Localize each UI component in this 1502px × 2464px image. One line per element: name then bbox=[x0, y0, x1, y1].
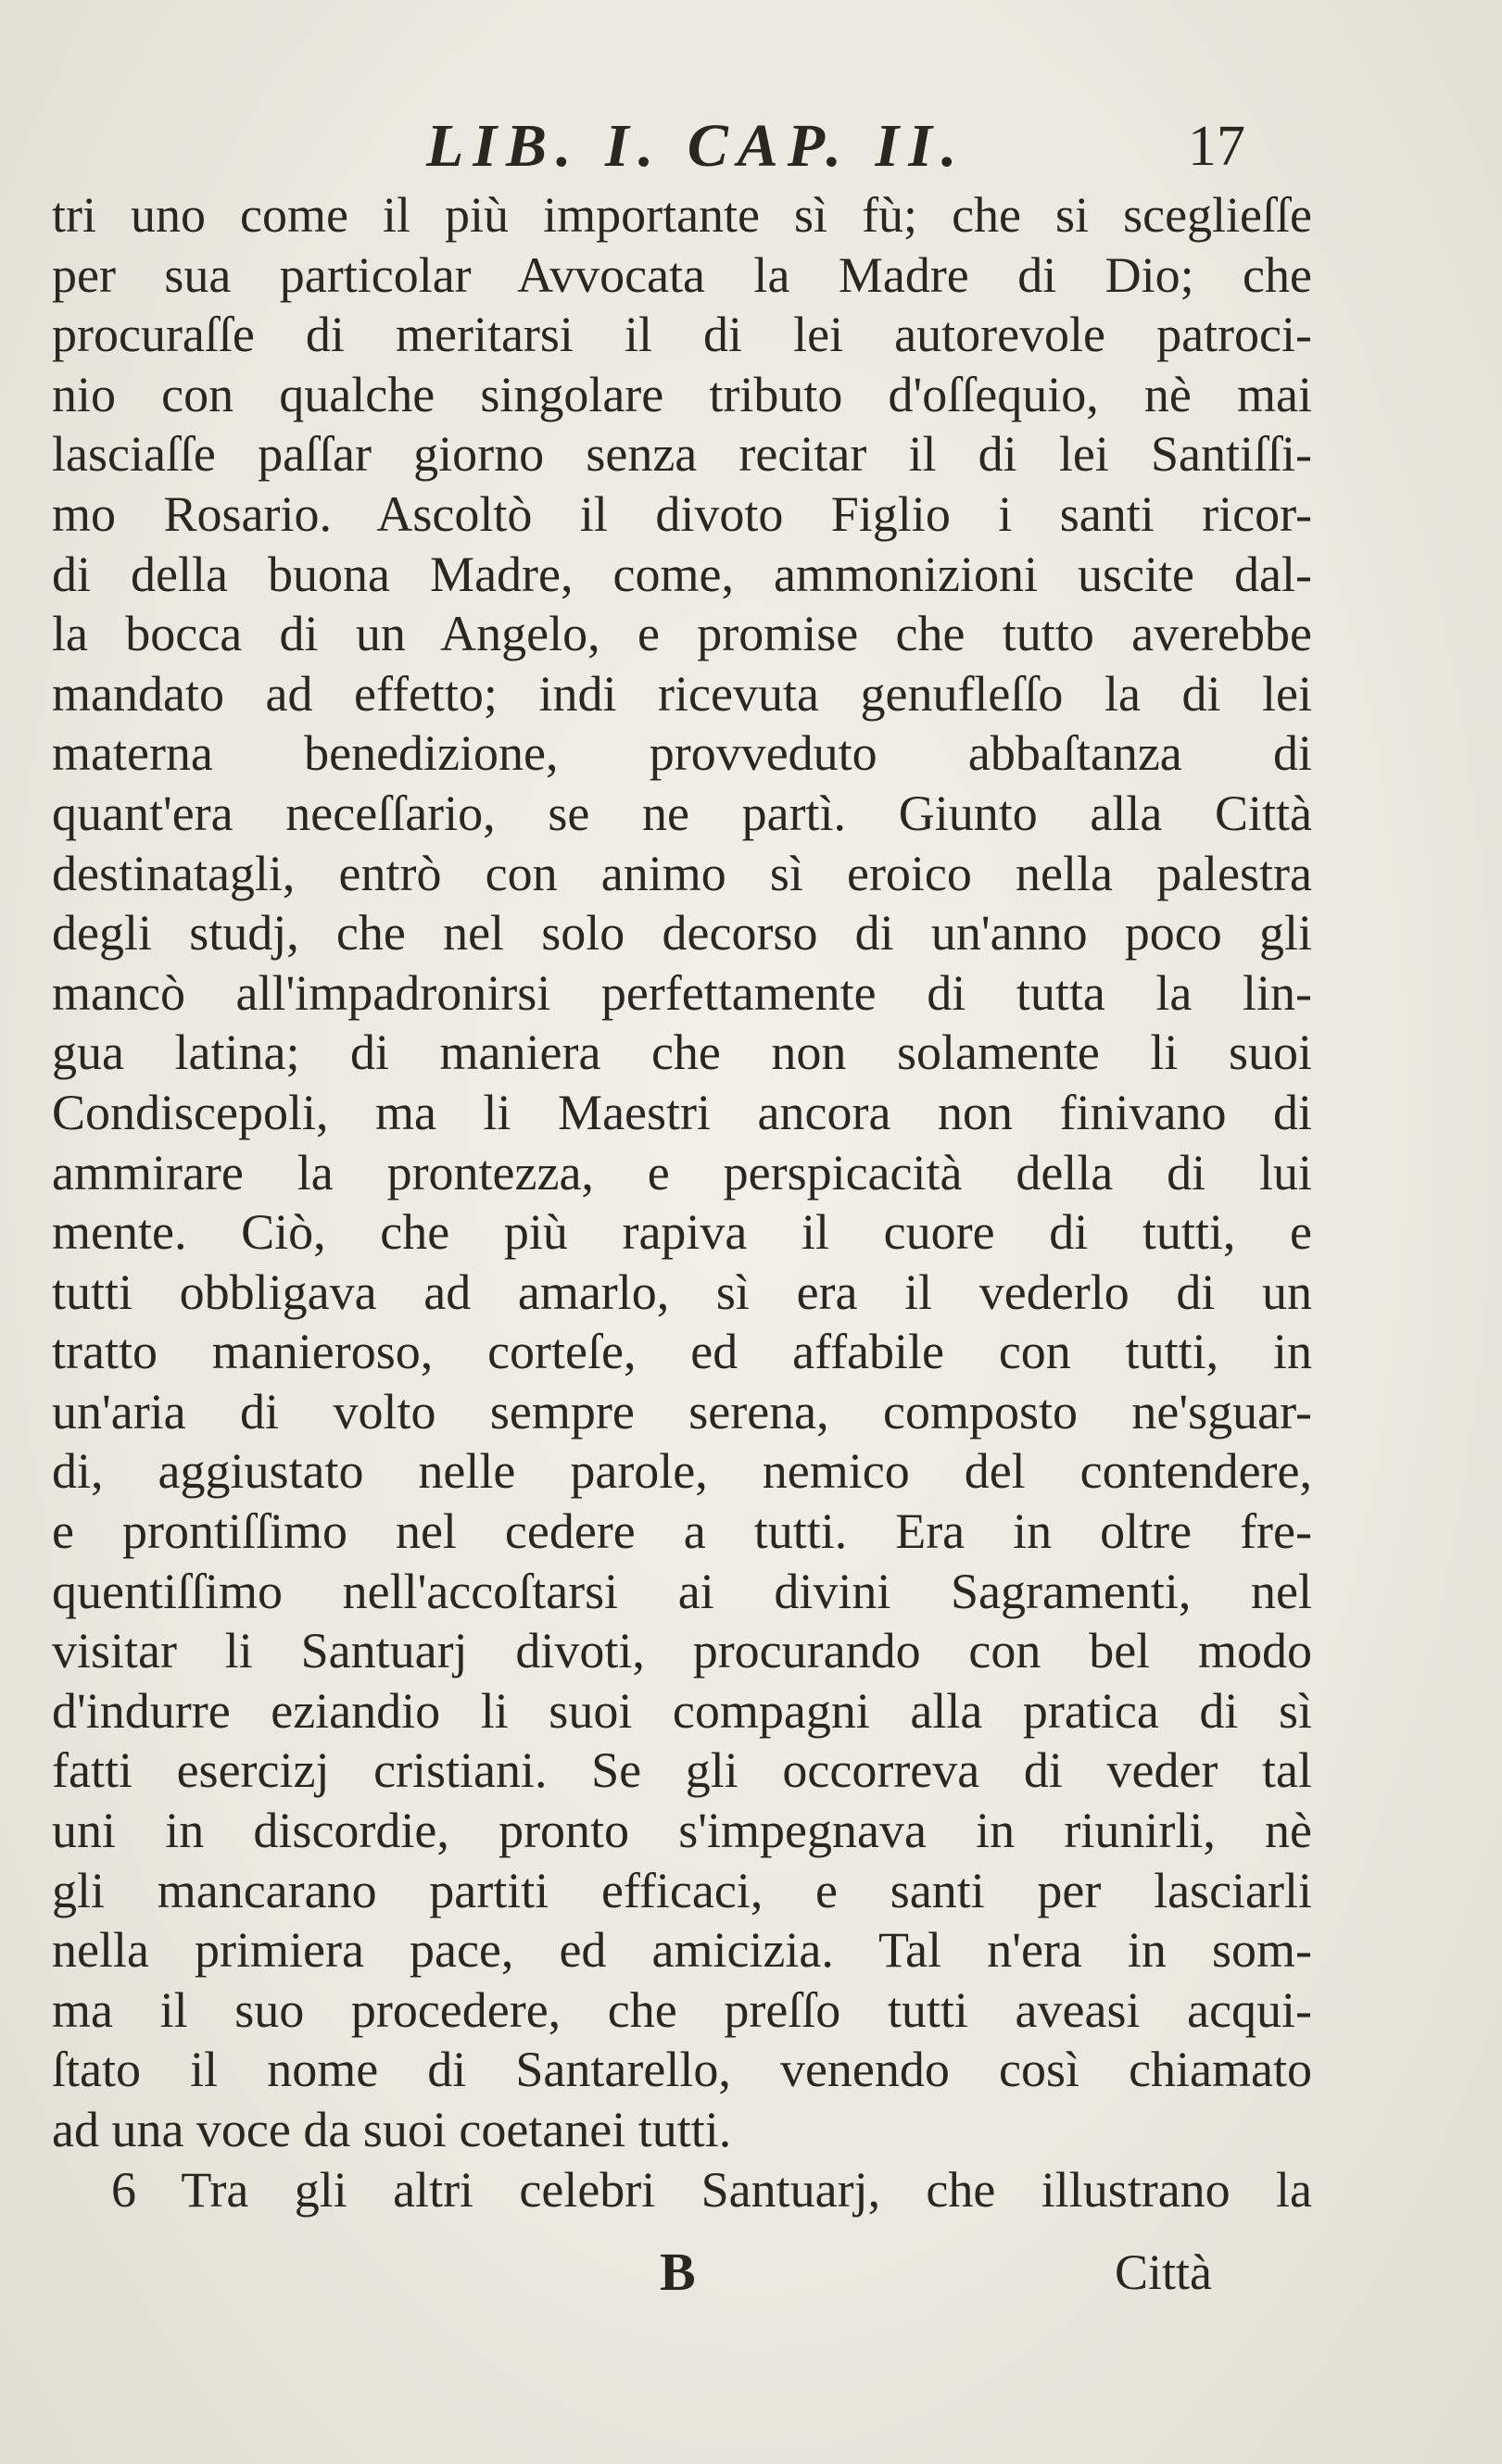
text-line: di della buona Madre, come, ammonizioni uscite dal- bbox=[52, 546, 1312, 602]
text-line: per sua particolar Avvocata la Madre di Dio; che bbox=[52, 246, 1312, 303]
text-line: lasciaſſe paſſar giorno senza recitar il di lei Santiſſi- bbox=[52, 426, 1312, 483]
page-footer bbox=[0, 2240, 1502, 2305]
text-line: la bocca di un Angelo, e promise che tutto averebbe bbox=[52, 606, 1312, 662]
text-line: degli studj, che nel solo decorso di un'anno poco gli bbox=[52, 905, 1312, 962]
text-line: nella primiera pace, ed amicizia. Tal n'era in som- bbox=[52, 1922, 1312, 1979]
text-line: quant'era neceſſario, se ne partì. Giunto alla Città bbox=[52, 785, 1312, 841]
text-line: gli mancarano partiti efficaci, e santi per lasciarli bbox=[52, 1862, 1312, 1918]
text-line: mandato ad effetto; indi ricevuta genufleſſo la di lei bbox=[52, 665, 1312, 722]
text-line: d'indurre eziandio li suoi compagni alla pratica di sì bbox=[52, 1682, 1312, 1739]
text-line: destinatagli, entrò con animo sì eroico nella palestra bbox=[52, 845, 1312, 901]
text-line: ſtato il nome di Santarello, venendo così chiamato bbox=[52, 2042, 1312, 2098]
text-line: Condiscepoli, ma li Maestri ancora non finivano di bbox=[52, 1084, 1312, 1140]
body-text bbox=[52, 185, 1312, 2219]
running-head: LIB. I. CAP. II. bbox=[426, 112, 966, 180]
text-line: e prontiſſimo nel cedere a tutti. Era in oltre fre- bbox=[52, 1503, 1312, 1560]
catchword: Città bbox=[1115, 2244, 1212, 2300]
text-line: procuraſſe di meritarsi il di lei autorevole patroci- bbox=[52, 307, 1312, 363]
text-line: fatti esercizj cristiani. Se gli occorreva di veder tal bbox=[52, 1742, 1312, 1799]
page-header bbox=[0, 109, 1502, 183]
text-line: mancò all'impadronirsi perfettamente di tutta la lin- bbox=[52, 964, 1312, 1021]
text-line: nio con qualche singolare tributo d'oſſequio, nè mai bbox=[52, 366, 1312, 422]
text-line: tri uno come il più importante sì fù; che si sceglieſſe bbox=[52, 187, 1312, 243]
page-number: 17 bbox=[1188, 115, 1245, 178]
text-line: un'aria di volto sempre serena, composto ne'sguar- bbox=[52, 1383, 1312, 1439]
text-line: ammirare la prontezza, e perspicacità della di lui bbox=[52, 1144, 1312, 1201]
signature-mark: B bbox=[660, 2242, 696, 2302]
text-line: tratto manieroso, corteſe, ed affabile con tutti, in bbox=[52, 1324, 1312, 1380]
paragraph-start-line: 6 Tra gli altri celebri Santuarj, che illustrano la bbox=[111, 2161, 1312, 2218]
text-line: materna benedizione, provveduto abbaſtanza di bbox=[52, 725, 1312, 782]
paragraph-end-line: ad una voce da suoi coetanei tutti. bbox=[52, 2102, 732, 2157]
text-line: visitar li Santuarj divoti, procurando con bel modo bbox=[52, 1623, 1312, 1679]
text-line: di, aggiustato nelle parole, nemico del contendere, bbox=[52, 1443, 1312, 1500]
text-line: gua latina; di maniera che non solamente li suoi bbox=[52, 1025, 1312, 1081]
text-line: tutti obbligava ad amarlo, sì era il vederlo di un bbox=[52, 1263, 1312, 1320]
text-line: mo Rosario. Ascoltò il divoto Figlio i santi ricor- bbox=[52, 485, 1312, 542]
text-line: quentiſſimo nell'accoſtarsi ai divini Sagramenti, nel bbox=[52, 1563, 1312, 1619]
text-line: ma il suo procedere, che preſſo tutti aveasi acqui- bbox=[52, 1981, 1312, 2038]
text-line: mente. Ciò, che più rapiva il cuore di tutti, e bbox=[52, 1204, 1312, 1261]
text-line: uni in discordie, pronto s'impegnava in riunirli, nè bbox=[52, 1803, 1312, 1859]
